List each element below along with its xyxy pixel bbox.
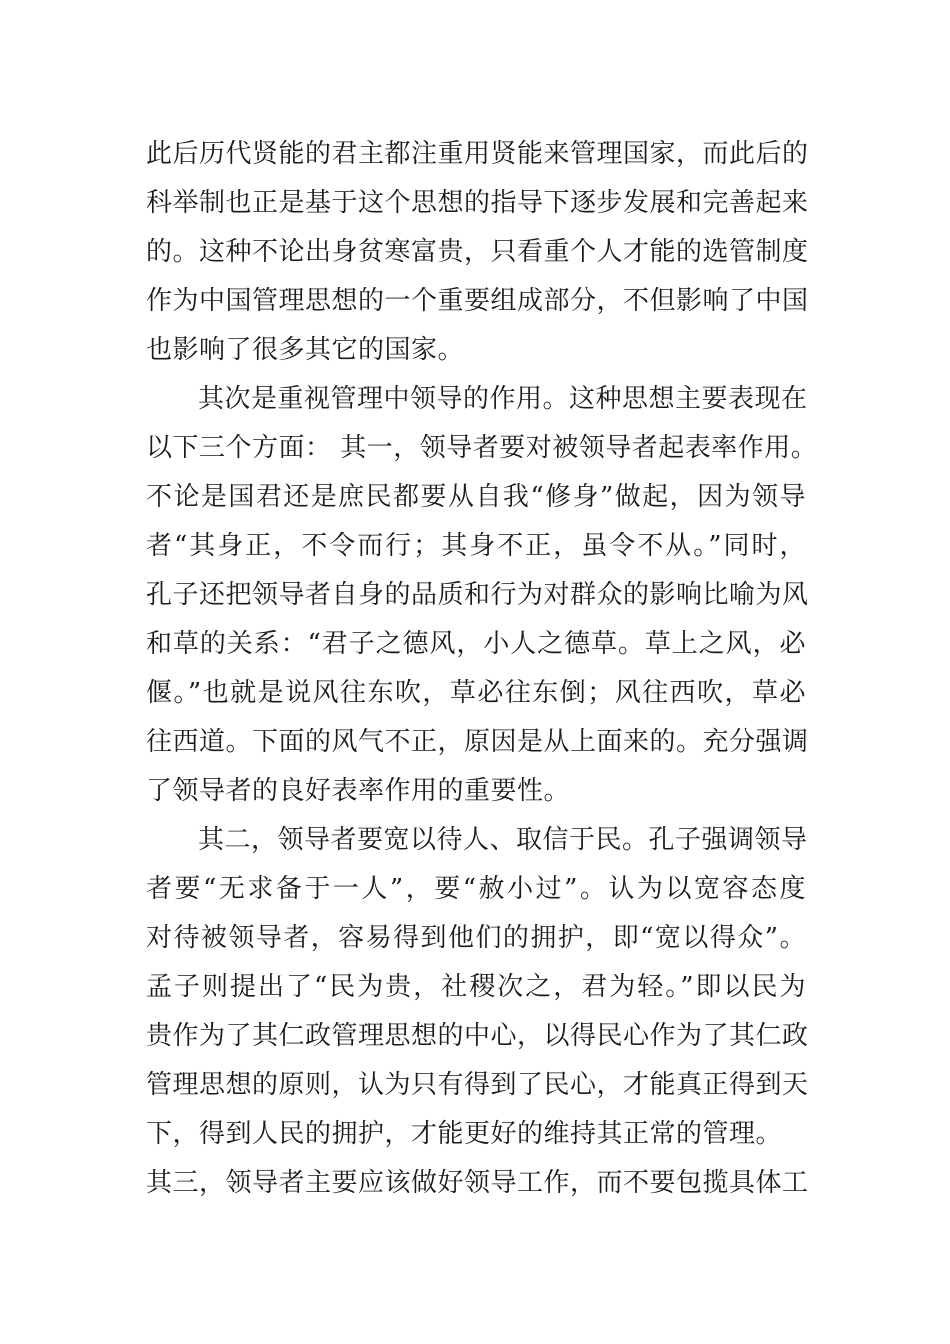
- text-line: 下，得到人民的拥护，才能更好的维持其正常的管理。: [146, 1119, 783, 1149]
- text-line: 不论是国君还是庶民都要从自我“修身”做起，因为领导: [146, 482, 806, 512]
- text-line: 也影响了很多其它的国家。: [146, 335, 465, 365]
- text-line: 此后历代贤能的君主都注重用贤能来管理国家，而此后的: [146, 139, 809, 169]
- text-line: 以下三个方面： 其一，领导者要对被领导者起表率作用。: [146, 433, 818, 463]
- text-line: 往西道。下面的风气不正，原因是从上面来的。充分强调: [146, 727, 809, 757]
- body-text: [146, 130, 818, 1208]
- paragraph: [146, 816, 809, 1159]
- paragraph: [146, 375, 818, 816]
- text-line: 的。这种不论出身贫寒富贵，只看重个人才能的选管制度: [146, 237, 809, 267]
- text-line: 孟子则提出了“民为贵，社稷次之，君为轻。”即以民为: [146, 972, 806, 1002]
- text-line: 偃。”也就是说风往东吹，草必往东倒；风往西吹，草必: [146, 678, 806, 708]
- text-line: 者要“无求备于一人”，要“赦小过”。认为以宽容态度: [146, 874, 806, 904]
- paragraph: [146, 1159, 809, 1208]
- paragraph: [146, 130, 809, 375]
- text-line: 其三，领导者主要应该做好领导工作，而不要包揽具体工: [146, 1168, 809, 1198]
- text-line: 者“其身正，不令而行；其身不正，虽令不从。”同时，: [146, 531, 806, 561]
- text-line: 孔子还把领导者自身的品质和行为对群众的影响比喻为风: [146, 580, 809, 610]
- text-line: 管理思想的原则，认为只有得到了民心，才能真正得到天: [146, 1070, 809, 1100]
- text-line: 科举制也正是基于这个思想的指导下逐步发展和完善起来: [146, 188, 809, 218]
- text-line: 作为中国管理思想的一个重要组成部分，不但影响了中国: [146, 286, 809, 316]
- text-line: 对待被领导者，容易得到他们的拥护，即“宽以得众”。: [146, 923, 806, 953]
- text-line: 贵作为了其仁政管理思想的中心，以得民心作为了其仁政: [146, 1021, 809, 1051]
- text-line: 其二，领导者要宽以待人、取信于民。孔子强调领导: [198, 825, 808, 855]
- text-line: 了领导者的良好表率作用的重要性。: [146, 776, 571, 806]
- text-line: 其次是重视管理中领导的作用。这种思想主要表现在: [198, 384, 808, 414]
- text-line: 和草的关系：“君子之德风，小人之德草。草上之风，必: [146, 629, 806, 659]
